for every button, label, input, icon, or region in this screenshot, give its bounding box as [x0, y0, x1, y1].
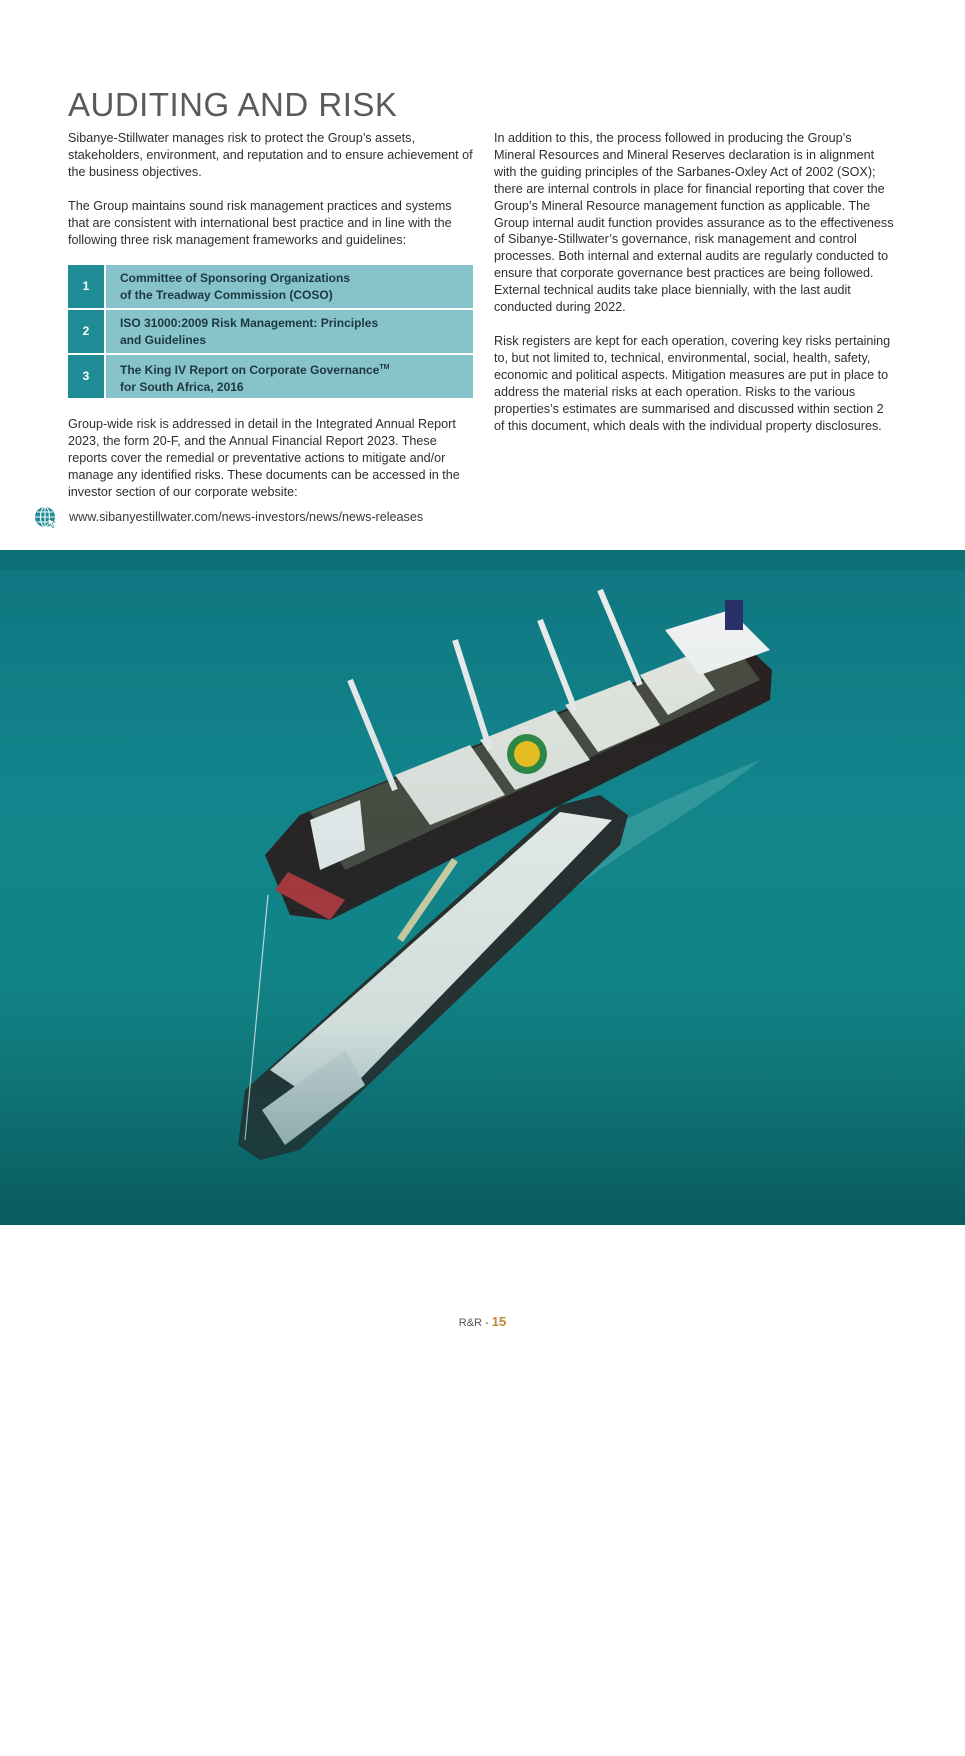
framework-number: 3 [68, 355, 104, 398]
website-link[interactable] [34, 506, 423, 528]
website-url[interactable]: www.sibanyestillwater.com/news-investors/news/news-releases [69, 510, 424, 524]
frameworks-intro-paragraph: The Group maintains sound risk management practices and systems that are consistent with international best practice and in line with the following three risk management frameworks and guidelines: [68, 198, 452, 247]
framework-label-line2: of the Treadway Commission (COSO) [120, 287, 333, 302]
framework-label-line1: Committee of Sponsoring Organizations [120, 271, 351, 286]
intro-paragraph: Sibanye-Stillwater manages risk to protect the Group’s assets, stakeholders, environment, and reputation and to ensure achievement of the business objectives. [68, 131, 473, 179]
framework-item [68, 310, 473, 353]
framework-number: 2 [68, 310, 104, 353]
caption-line1 [70, 1665, 906, 1712]
photo-caption [70, 1665, 906, 1756]
right-column [494, 130, 896, 451]
trademark-superscript: TM [379, 364, 390, 372]
framework-label [106, 310, 473, 353]
framework-label-line1: ISO 31000:2009 Risk Management: Principles [120, 316, 379, 331]
risk-registers-paragraph: Risk registers are kept for each operation, covering key risks pertaining to, but not limited to, technical, environmental, social, health, safety, economic and political aspects. Mitigation measures are put in place to address the material risks at each operation. Risks to the various properties’s estimates are summarised and discussed within section 2 of this document, which deals with the individual property disclosures. [494, 333, 891, 433]
footer-label: R&R - [458, 1317, 492, 1329]
left-column [68, 130, 473, 518]
ship-illustration [0, 550, 965, 1225]
framework-item [68, 265, 473, 308]
framework-label-line2: and Guidelines [120, 332, 207, 347]
frameworks-list [68, 265, 473, 398]
page-number: 15 [491, 1314, 507, 1329]
caption-line2: ZINC CONCENTRATE IN THE GULF OF CARPENTARIA [70, 1718, 839, 1750]
framework-label [106, 355, 473, 398]
framework-item [68, 355, 473, 398]
audit-paragraph: In addition to this, the process followed in producing the Group’s Mineral Resources and Mineral Reserves declaration is in alignment with the guiding principles of the Sarbanes-Oxley Act of 2002 (SOX); there are internal controls in place for financial reporting that cover the Group’s Mineral Resource management function as applicable. The Group internal audit function provides assurance as to the effectiveness of Sibanye-Stillwater’s governance, risk management and control processes. Both internal and external audits are regularly conducted to ensure that corporate governance best practices are being followed. External technical audits take place biennially, with the last audit conducted during 2022. [494, 131, 894, 315]
framework-number: 1 [68, 265, 104, 308]
caption-line1-text: HE M.V. WUNMA TRANSHIPMENT VESSEL OFF-LOADING [92, 1674, 906, 1706]
framework-label-line1-text: The King IV Report on Corporate Governance [120, 363, 380, 378]
page-title: AUDITING AND RISK [68, 86, 398, 123]
framework-label-line2: for South Africa, 2016 [120, 379, 244, 394]
reports-paragraph: Group-wide risk is addressed in detail in the Integrated Annual Report 2023, the form 20-F, and the Annual Financial Report 2023. These reports cover the remedial or preventative actions to mitigate and/or manage any identified risks. These documents can be accessed in the investor section of our corporate website: [68, 417, 460, 500]
framework-label [106, 265, 473, 308]
caption-initial: T [70, 1666, 93, 1707]
framework-label-line1 [120, 360, 473, 379]
page-footer [0, 1314, 965, 1329]
globe-icon [34, 506, 56, 528]
